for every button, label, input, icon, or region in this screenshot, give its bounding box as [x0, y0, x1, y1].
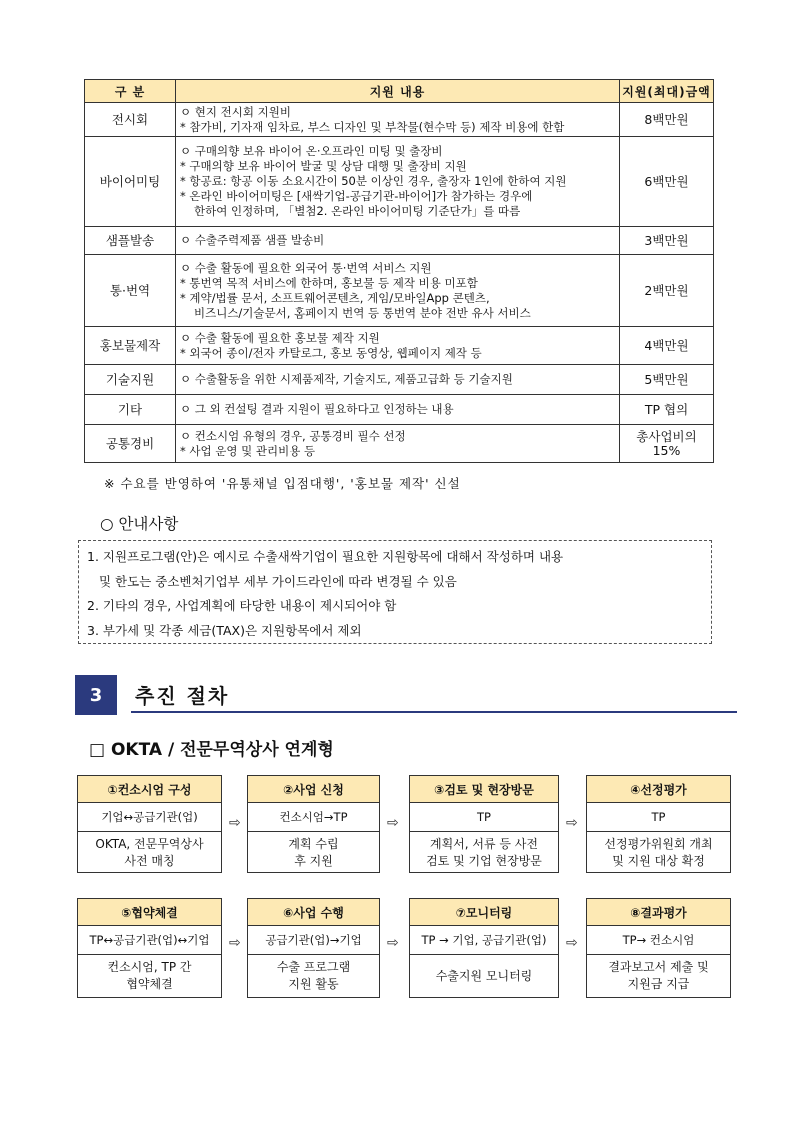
- content-line: ㅇ 그 외 컨설팅 결과 지원이 필요하다고 인정하는 내용: [180, 402, 454, 416]
- row-category: 샘플발송: [85, 227, 176, 255]
- step-title: ⑤협약체결: [78, 899, 221, 926]
- content-line: 한하여 인정하며, 「별첨2. 온라인 바이어미팅 기준단가」를 따름: [194, 204, 521, 218]
- step-title: ③검토 및 현장방문: [410, 776, 558, 803]
- content-line: ㅇ 현지 전시회 지원비: [180, 104, 291, 119]
- okta-heading: □ OKTA / 전문무역상사 연계형: [89, 740, 334, 760]
- guide-line: 및 한도는 중소벤처기업부 세부 가이드라인에 따라 변경될 수 있음: [99, 573, 457, 589]
- row-amount: 6백만원: [620, 137, 714, 227]
- step-body-line: 계획 수립: [288, 837, 339, 851]
- row-content: [176, 255, 620, 327]
- content-line: ㅇ 수출주력제품 샘플 발송비: [180, 233, 325, 247]
- step-actor: TP: [410, 803, 558, 832]
- step-actor: TP → 기업, 공급기관(업): [410, 926, 558, 955]
- step-actor: TP↔공급기관(업)↔기업: [78, 926, 221, 955]
- step-box: [247, 898, 380, 998]
- table-row: [85, 255, 714, 327]
- step-body-line: 컨소시엄, TP 간: [107, 960, 192, 974]
- step-body: [78, 832, 221, 874]
- row-category: 공통경비: [85, 425, 176, 463]
- row-content: [176, 395, 620, 425]
- support-table: [84, 79, 714, 463]
- arrow-icon: ⇨: [387, 815, 399, 831]
- row-amount: 3백만원: [620, 227, 714, 255]
- step-title: ⑦모니터링: [410, 899, 558, 926]
- table-note: ※ 수요를 반영하여 '유통채널 입점대행', '홍보물 제작' 신설: [104, 476, 461, 491]
- row-content: [176, 227, 620, 255]
- row-category: 기술지원: [85, 365, 176, 395]
- step-body-line: OKTA, 전문무역상사: [95, 837, 204, 851]
- row-content: [176, 327, 620, 365]
- section-divider: [131, 711, 737, 713]
- content-line: * 구매의향 보유 바이어 발굴 및 상담 대행 및 출장비 지원: [180, 159, 467, 173]
- content-line: * 외국어 종이/전자 카탈로그, 홍보 동영상, 웹페이지 제작 등: [180, 345, 482, 360]
- step-box: [586, 775, 731, 873]
- table-row: [85, 425, 714, 463]
- step-body: [410, 832, 558, 874]
- step-box: [77, 775, 222, 873]
- row-content: [176, 365, 620, 395]
- content-line: * 온라인 바이어미팅은 [새싹기업-공급기관-바이어]가 참가하는 경우에: [180, 189, 533, 203]
- step-body-line: 협약체결: [126, 977, 173, 991]
- table-header-row: [85, 80, 714, 103]
- step-box: [409, 898, 559, 998]
- arrow-icon: ⇨: [229, 935, 241, 951]
- row-category: 전시회: [85, 103, 176, 137]
- row-content: [176, 137, 620, 227]
- step-box: [586, 898, 731, 998]
- content-line: * 사업 운영 및 관리비용 등: [180, 443, 316, 458]
- step-box: [247, 775, 380, 873]
- section-title: 추진 절차: [135, 684, 230, 708]
- step-title: ⑥사업 수행: [248, 899, 379, 926]
- step-body-line: 지원 활동: [288, 977, 339, 991]
- step-box: [409, 775, 559, 873]
- step-box: [77, 898, 222, 998]
- step-body-line: 및 지원 대상 확정: [612, 854, 705, 868]
- arrow-icon: ⇨: [387, 935, 399, 951]
- section-number: 3: [75, 675, 117, 715]
- content-line: ㅇ 구매의향 보유 바이어 온·오프라인 미팅 및 출장비: [180, 144, 443, 158]
- arrow-icon: ⇨: [229, 815, 241, 831]
- step-actor: 공급기관(업)→기업: [248, 926, 379, 955]
- step-title: ⑧결과평가: [587, 899, 730, 926]
- step-actor: 기업↔공급기관(업): [78, 803, 221, 832]
- row-amount: 5백만원: [620, 365, 714, 395]
- table-row: [85, 227, 714, 255]
- row-category: 기타: [85, 395, 176, 425]
- step-actor: TP: [587, 803, 730, 832]
- content-line: ㅇ 수출 활동에 필요한 외국어 통·번역 서비스 지원: [180, 260, 432, 275]
- content-line: 비즈니스/기술문서, 홈페이지 번역 등 통번역 분야 전반 유사 서비스: [194, 305, 531, 320]
- step-body: [248, 832, 379, 874]
- row-category: 통·번역: [85, 255, 176, 327]
- row-category: 홍보물제작: [85, 327, 176, 365]
- step-body-line: 결과보고서 제출 및: [608, 960, 709, 974]
- table-row: [85, 103, 714, 137]
- row-amount: 총사업비의 15%: [620, 425, 714, 463]
- content-line: * 항공료: 항공 이동 소요시간이 50분 이상인 경우, 출장자 1인에 한하여 지원: [180, 174, 567, 188]
- header-category: 구 분: [85, 80, 176, 103]
- arrow-icon: ⇨: [566, 935, 578, 951]
- step-body-line: 사전 매칭: [124, 854, 175, 868]
- step-body: [78, 955, 221, 997]
- step-body: [410, 955, 558, 997]
- row-content: [176, 103, 620, 137]
- step-title: ②사업 신청: [248, 776, 379, 803]
- step-body: [587, 955, 730, 997]
- row-amount: TP 협의: [620, 395, 714, 425]
- guide-line: 2. 기타의 경우, 사업계획에 타당한 내용이 제시되어야 함: [87, 598, 397, 613]
- step-body-line: 후 지원: [294, 854, 333, 868]
- table-row: [85, 327, 714, 365]
- step-actor: TP→ 컨소시엄: [587, 926, 730, 955]
- step-body: [248, 955, 379, 997]
- guide-box: [78, 540, 712, 644]
- guide-heading: ○ 안내사항: [100, 515, 179, 533]
- row-category: 바이어미팅: [85, 137, 176, 227]
- header-content: 지원 내용: [176, 80, 620, 103]
- step-title: ①컨소시엄 구성: [78, 776, 221, 803]
- table-row: [85, 365, 714, 395]
- row-amount: 4백만원: [620, 327, 714, 365]
- step-body-line: 수출지원 모니터링: [435, 968, 533, 983]
- step-actor: 컨소시엄→TP: [248, 803, 379, 832]
- guide-line: 3. 부가세 및 각종 세금(TAX)은 지원항목에서 제외: [87, 622, 362, 638]
- content-line: * 참가비, 기자재 임차료, 부스 디자인 및 부착물(현수막 등) 제작 비용에 한함: [180, 119, 565, 134]
- table-row: [85, 137, 714, 227]
- content-line: ㅇ 수출활동을 위한 시제품제작, 기술지도, 제품고급화 등 기술지원: [180, 372, 513, 386]
- step-body: [587, 832, 730, 874]
- step-body-line: 지원금 지급: [627, 977, 690, 991]
- row-amount: 2백만원: [620, 255, 714, 327]
- content-line: * 통번역 목적 서비스에 한하며, 홍보물 등 제작 비용 미포함: [180, 275, 478, 290]
- step-title: ④선정평가: [587, 776, 730, 803]
- header-amount: 지원(최대)금액: [620, 80, 714, 103]
- content-line: ㅇ 컨소시엄 유형의 경우, 공통경비 필수 선정: [180, 428, 406, 443]
- row-content: [176, 425, 620, 463]
- step-body-line: 계획서, 서류 등 사전: [430, 837, 538, 851]
- step-body-line: 선정평가위원회 개최: [604, 837, 713, 851]
- content-line: ㅇ 수출 활동에 필요한 홍보물 제작 지원: [180, 330, 380, 345]
- guide-line: 1. 지원프로그램(안)은 예시로 수출새싹기업이 필요한 지원항목에 대해서 작성하며 내용: [87, 549, 564, 564]
- table-row: [85, 395, 714, 425]
- row-amount: 8백만원: [620, 103, 714, 137]
- step-body-line: 수출 프로그램: [276, 960, 351, 974]
- step-body-line: 검토 및 기업 현장방문: [426, 854, 542, 868]
- content-line: * 계약/법률 문서, 소프트웨어콘텐츠, 게임/모바일App 콘텐츠,: [180, 290, 490, 305]
- arrow-icon: ⇨: [566, 815, 578, 831]
